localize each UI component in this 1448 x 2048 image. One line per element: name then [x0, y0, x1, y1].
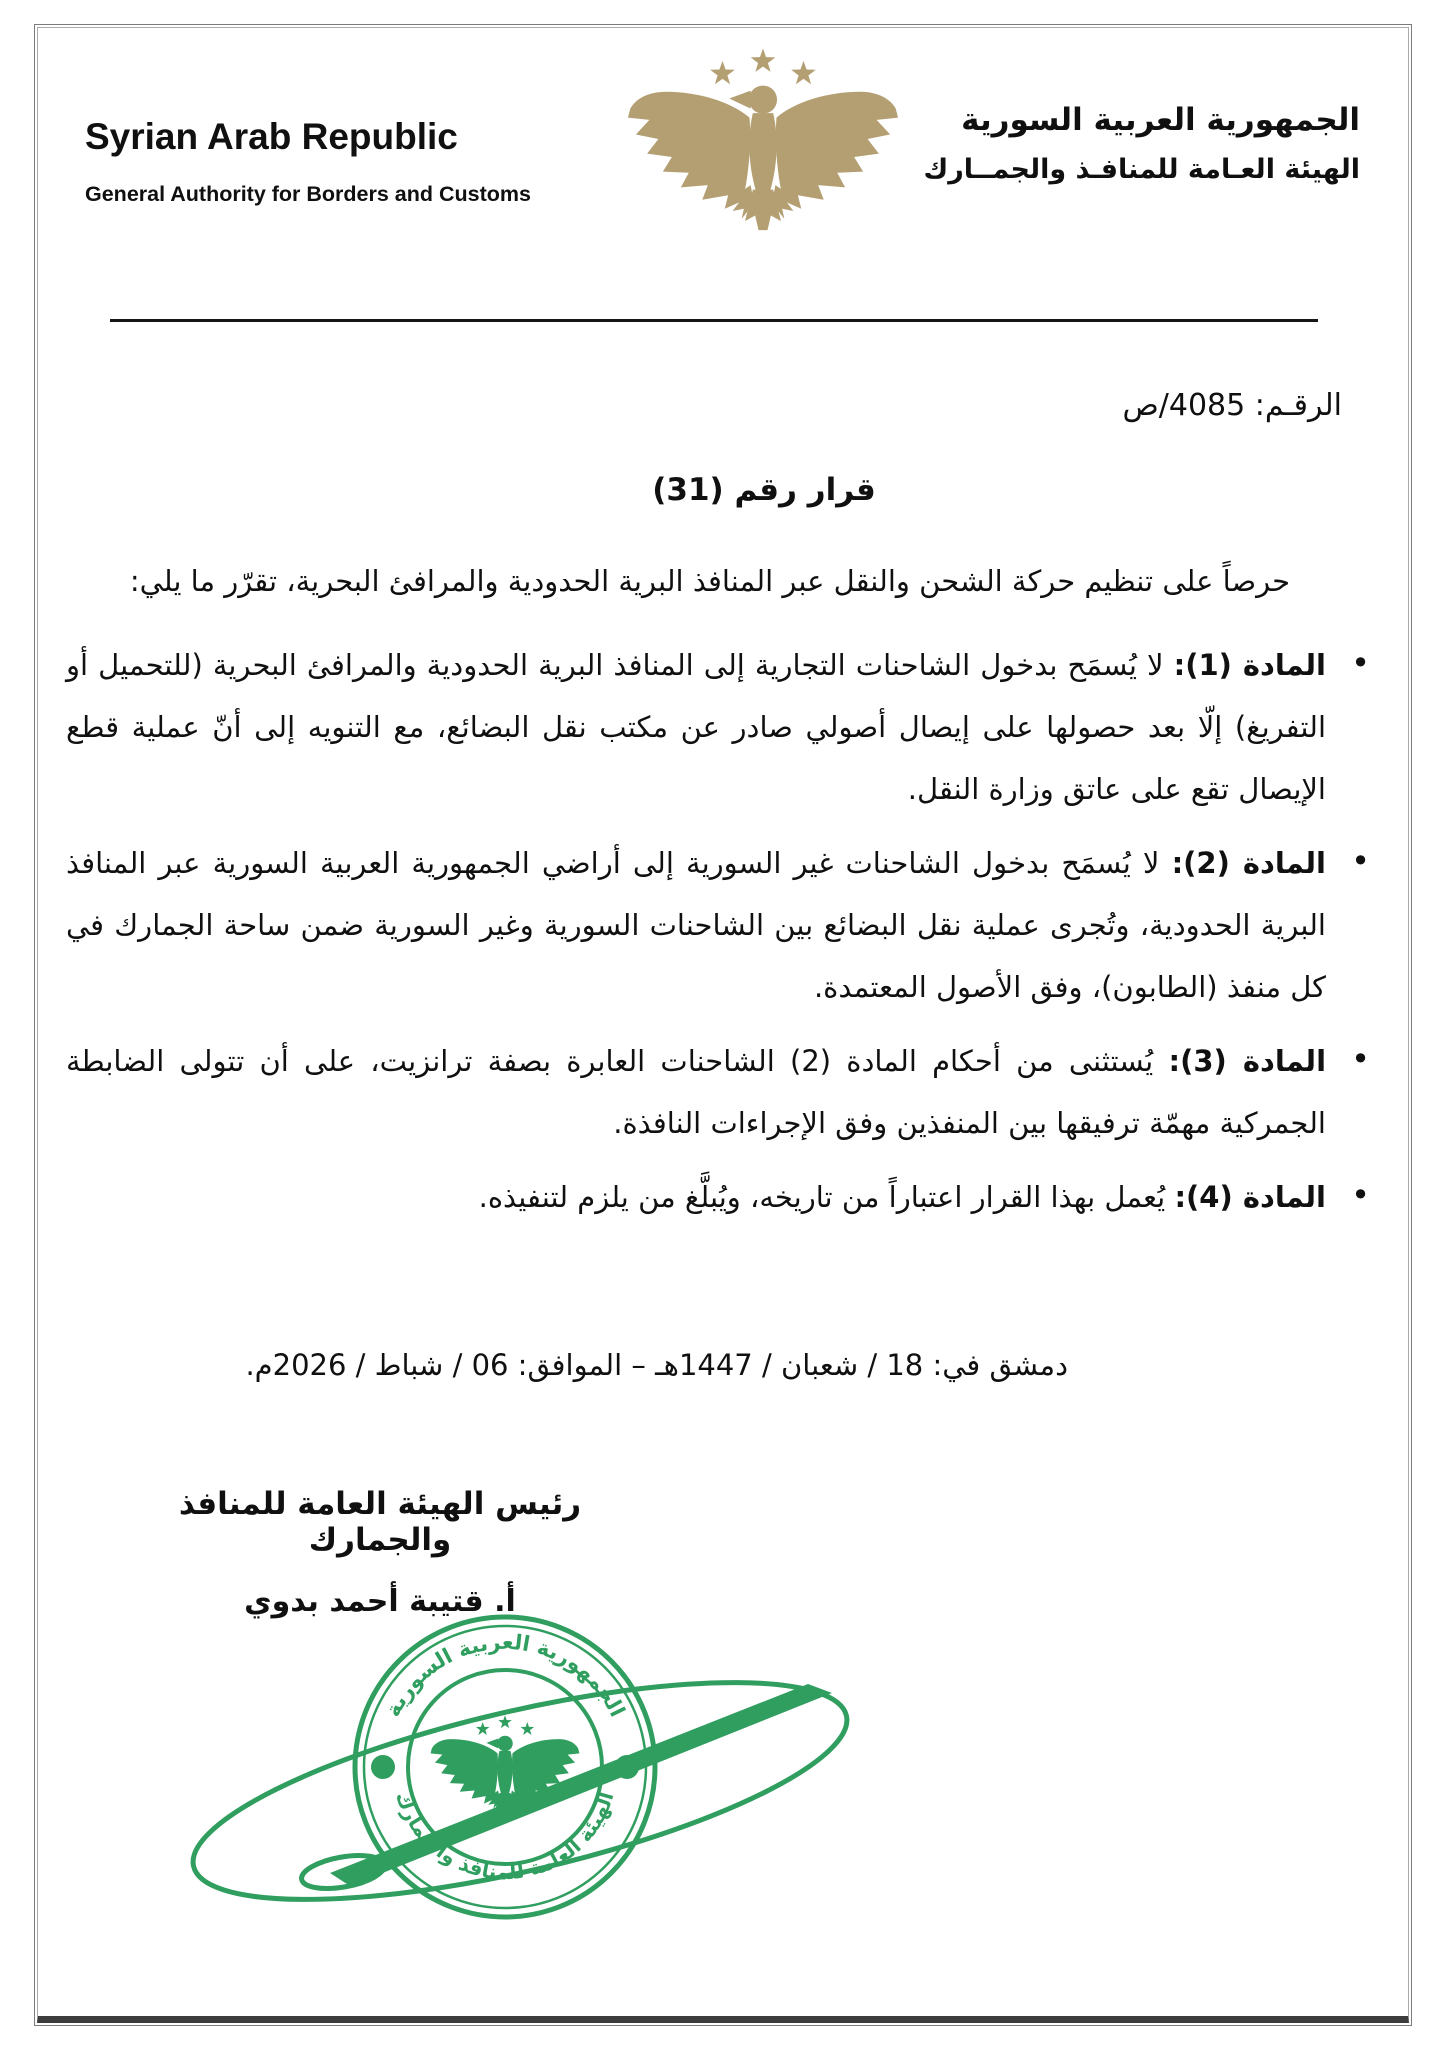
country-name-english: Syrian Arab Republic: [85, 116, 458, 157]
date-line: دمشق في: 18 / شعبان / 1447هـ – الموافق: 06 / شباط / 2026م.: [245, 1348, 1068, 1382]
article-1-label: المادة (1):: [1173, 648, 1326, 682]
header-english-block: [85, 116, 531, 207]
signatory-title: رئيس الهيئة العامة للمنافذ والجمارك: [178, 1486, 582, 1558]
signatory-name: أ. قتيبة أحمد بدوي: [244, 1584, 516, 1619]
article-3: [66, 1030, 1378, 1154]
eagle-emblem-icon: [628, 42, 898, 254]
stamp-left-dot: [371, 1755, 395, 1779]
stamp-bottom-arc-text: الهيئة العامة للمنافذ والجمارك: [391, 1788, 619, 1885]
article-1: [66, 634, 1378, 820]
decree-title: قرار رقم (31): [652, 472, 876, 508]
article-2-text: لا يُسمَح بدخول الشاحنات غير السورية إلى أراضي الجمهورية العربية السورية عبر المنافذ البرية الحدودية، وتُجرى عملية نقل البضائع بين الشاحنات السورية وغير السورية ضمن ساحة الجمارك في كل منفذ (الطابون)، وفق الأصول المعتمدة.: [66, 846, 1326, 1004]
article-3-text: يُستثنى من أحكام المادة (2) الشاحنات العابرة بصفة ترانزيت، على أن تتولى الضابطة الجمركية مهمّة ترفيقها بين المنفذين وفق الإجراءات النافذة.: [66, 1044, 1326, 1140]
article-2-label: المادة (2):: [1171, 846, 1327, 880]
authority-name-english: General Authority for Borders and Customs: [85, 182, 531, 206]
article-4-label: المادة (4):: [1174, 1180, 1326, 1214]
decree-intro: حرصاً على تنظيم حركة الشحن والنقل عبر المنافذ البرية الحدودية والمرافئ البحرية، تقرّر ما يلي:: [129, 564, 1290, 598]
articles-list: [66, 634, 1378, 1240]
gold-eagle-icon: [628, 48, 898, 230]
article-2: [66, 832, 1378, 1018]
official-stamp: [180, 1596, 940, 1946]
article-1-text: لا يُسمَح بدخول الشاحنات التجارية إلى المنافذ البرية الحدودية والمرافئ البحرية (للتحميل أو التفريغ) إلّا بعد حصولها على إيصال أصولي صادر عن مكتب نقل البضائع، مع التنويه إلى أنّ عملية قطع الإيصال تقع على عاتق وزارة النقل.: [66, 648, 1326, 806]
stamp-top-arc-text: الجمهورية العربية السورية: [380, 1629, 630, 1721]
document-number: الرقـم: 4085/ص: [1122, 388, 1342, 423]
article-3-label: المادة (3):: [1168, 1044, 1327, 1078]
article-4: [66, 1166, 1378, 1228]
country-name-arabic: الجمهورية العربية السورية: [961, 102, 1360, 138]
authority-name-arabic: الهيئة العـامة للمنافـذ والجمــارك: [923, 154, 1360, 185]
header-divider-line: [110, 319, 1318, 322]
header-arabic-block: [924, 102, 1360, 185]
article-4-text: يُعمل بهذا القرار اعتباراً من تاريخه، ويُبلَّغ من يلزم لتنفيذه.: [478, 1180, 1166, 1214]
